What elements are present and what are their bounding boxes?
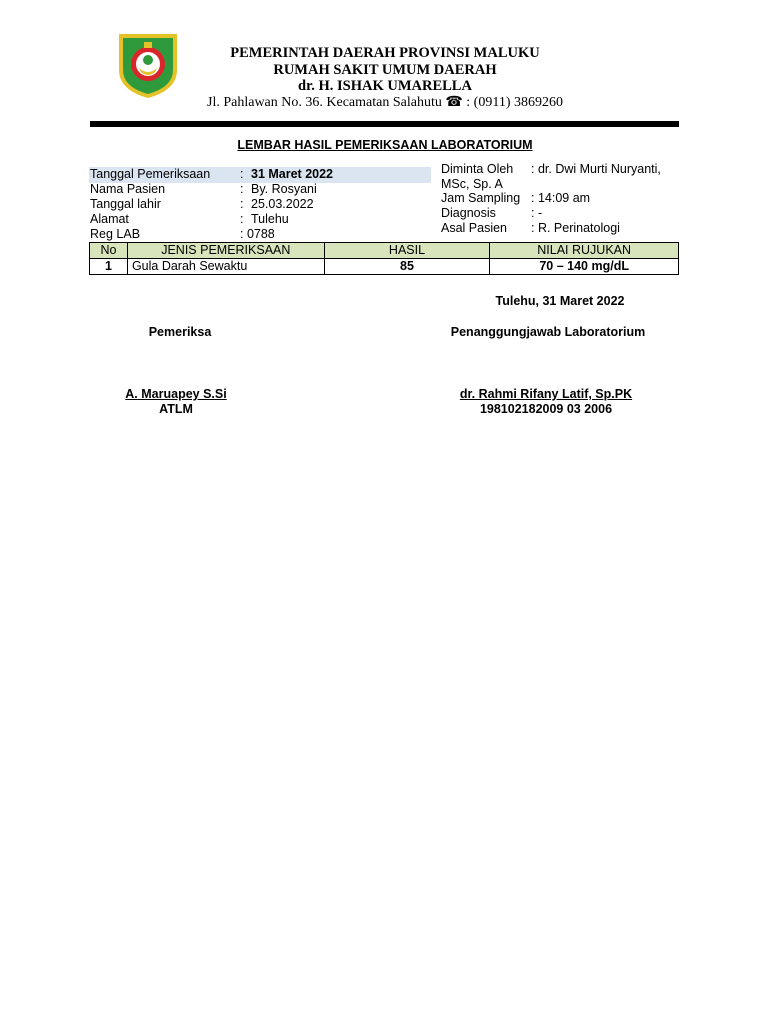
left-role: Pemeriksa xyxy=(148,325,212,339)
asal-label: Asal Pasien xyxy=(441,221,508,235)
document-title: LEMBAR HASIL PEMERIKSAAN LABORATORIUM xyxy=(237,138,533,152)
colon: : xyxy=(240,212,244,226)
table-row xyxy=(90,259,679,275)
reg-value: : 0788 xyxy=(240,227,275,241)
colon: : xyxy=(240,182,244,196)
cell-hasil: 85 xyxy=(324,259,490,275)
jam-value: : 14:09 am xyxy=(531,191,591,205)
lahir-value: 25.03.2022 xyxy=(251,197,314,211)
header-rujukan: NILAI RUJUKAN xyxy=(490,243,679,259)
tanggal-value: 31 Maret 2022 xyxy=(251,167,334,181)
right-signer-name: dr. Rahmi Rifany Latif, Sp.PK xyxy=(459,387,633,401)
tanggal-label: Tanggal Pemeriksaan xyxy=(90,167,211,181)
address-text: Jl. Pahlawan No. 36. Kecamatan Salahutu xyxy=(207,95,442,110)
right-role: Penanggungjawab Laboratorium xyxy=(450,325,646,339)
diagnosis-label: Diagnosis xyxy=(441,206,496,220)
reg-label: Reg LAB xyxy=(90,227,141,241)
colon: : xyxy=(240,167,244,181)
header-address xyxy=(90,94,680,111)
header-divider xyxy=(90,121,679,127)
right-signer-id: 198102182009 03 2006 xyxy=(479,402,613,416)
alamat-label: Alamat xyxy=(90,212,129,226)
header-no: No xyxy=(90,243,128,259)
place-date: Tulehu, 31 Maret 2022 xyxy=(495,294,625,308)
telephone-icon: ☎ xyxy=(445,95,463,110)
nama-label: Nama Pasien xyxy=(90,182,166,196)
header-line-2: RUMAH SAKIT UMUM DAERAH xyxy=(273,62,497,78)
cell-no: 1 xyxy=(90,259,128,275)
phone-number: : (0911) 3869260 xyxy=(466,95,563,110)
diminta-value-cont: MSc, Sp. A xyxy=(441,177,503,191)
cell-rujukan: 70 – 140 mg/dL xyxy=(490,259,679,275)
header-jenis: JENIS PEMERIKSAAN xyxy=(127,243,324,259)
lahir-label: Tanggal lahir xyxy=(90,197,161,211)
diagnosis-value: : - xyxy=(531,206,543,220)
results-table xyxy=(89,242,679,275)
table-header-row xyxy=(90,243,679,259)
jam-label: Jam Sampling xyxy=(441,191,521,205)
left-signer-title: ATLM xyxy=(159,402,193,416)
nama-value: By. Rosyani xyxy=(251,182,317,196)
header-line-3: dr. H. ISHAK UMARELLA xyxy=(298,78,472,94)
alamat-value: Tulehu xyxy=(251,212,289,226)
header-line-1: PEMERINTAH DAERAH PROVINSI MALUKU xyxy=(230,45,540,61)
diminta-label: Diminta Oleh xyxy=(441,162,514,176)
cell-jenis: Gula Darah Sewaktu xyxy=(127,259,324,275)
header-hasil: HASIL xyxy=(324,243,490,259)
diminta-value: : dr. Dwi Murti Nuryanti, xyxy=(531,162,661,176)
colon: : xyxy=(240,197,244,211)
asal-value: : R. Perinatologi xyxy=(531,221,620,235)
left-signer-name: A. Maruapey S.Si xyxy=(125,387,227,401)
